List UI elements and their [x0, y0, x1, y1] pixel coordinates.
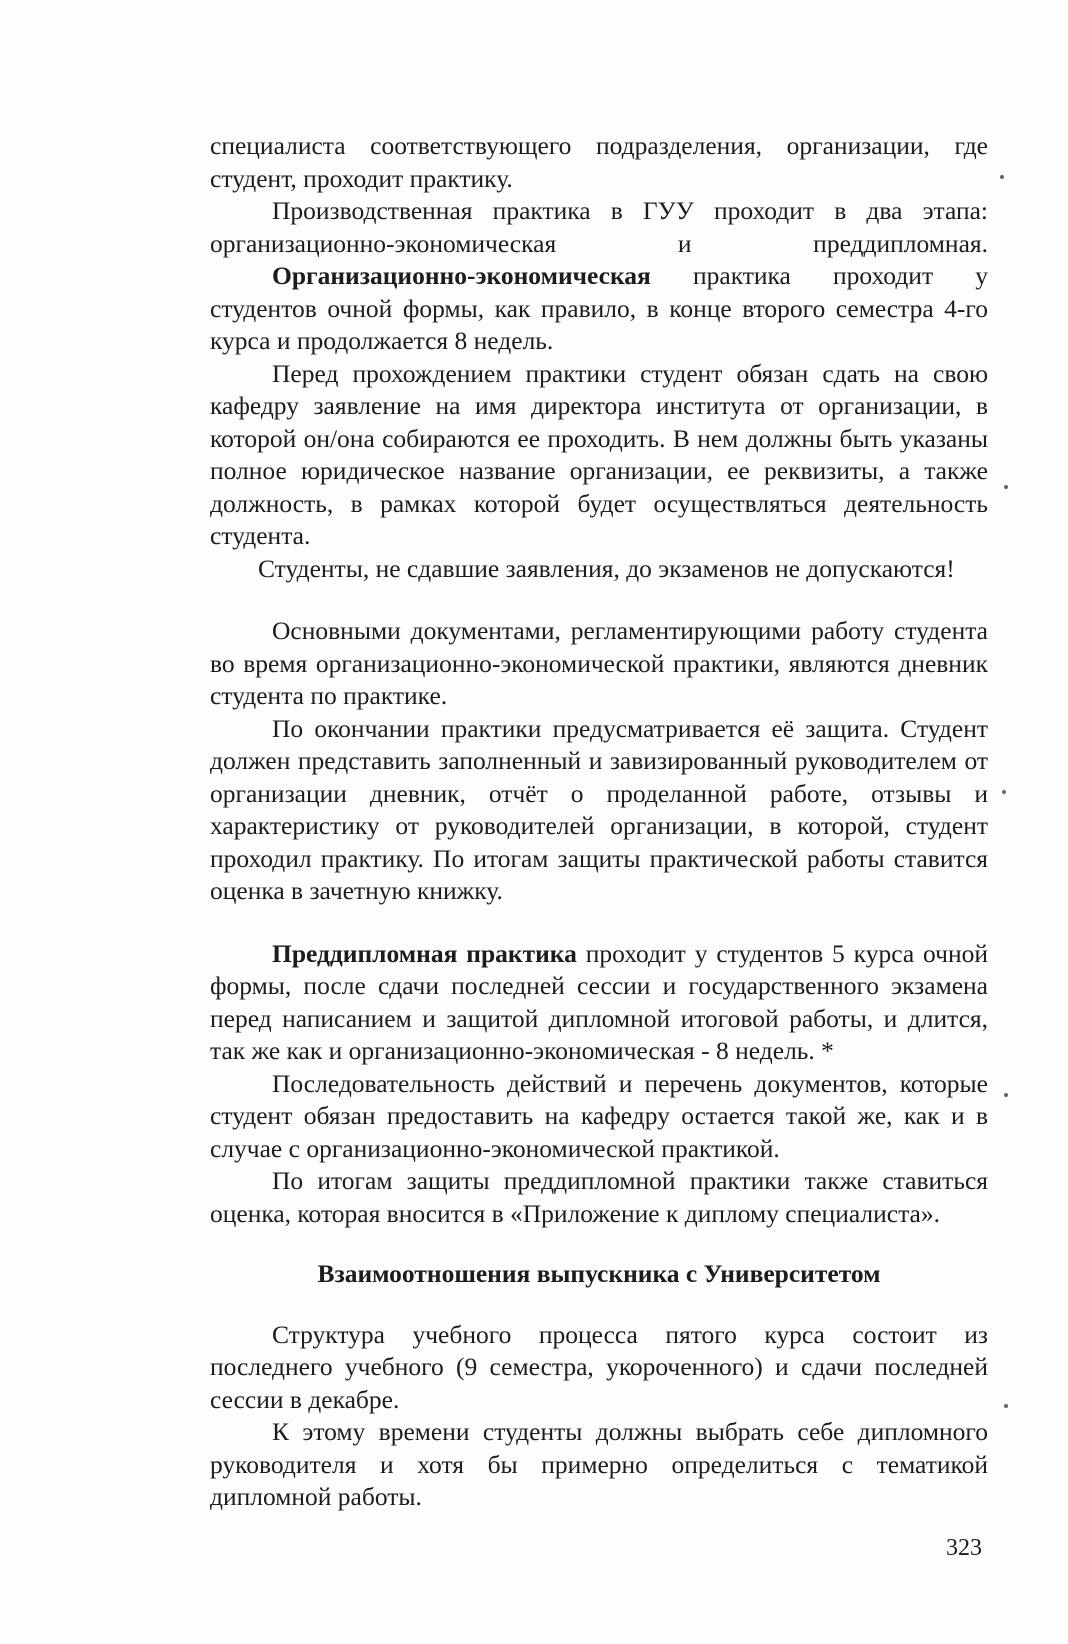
term-prediploma: Преддипломная практика: [272, 938, 577, 968]
paragraph-practice-stages-line1: Производственная практика в ГУУ проходит в два этапа:: [272, 196, 988, 225]
scan-speck: [1000, 175, 1004, 179]
paragraph-grade: По итогам защиты преддипломной практики также ставиться оценка, которая вносится в «Приложение к диплому специалиста».: [210, 1166, 988, 1228]
paragraph-sequence: Последовательность действий и перечень документов, которые студент обязан предоставить на кафедру остается такой же, как и в случае с организационно-экономической практикой.: [210, 1068, 988, 1163]
paragraph-main-documents: Основными документами, регламентирующими работу студента во время организационно-экономической практики, являются дневник студента по практике.: [210, 616, 988, 710]
paragraph-application: Перед прохождением практики студент обязан сдать на свою кафедру заявление на имя директора института от организации, в которой он/она собираются ее проходить. В нем должны быть указаны полное юридическое название организации, ее реквизиты, а также должность, в рамках которой будет осуществляться деятельность студента.: [210, 358, 988, 550]
paragraph-prediploma: [210, 938, 988, 1068]
scan-speck: [1004, 1093, 1008, 1097]
section-heading: Взаимоотношения выпускника с Университетом: [317, 1259, 881, 1288]
spacer: [210, 1291, 988, 1319]
scan-speck: [1004, 485, 1008, 489]
spacer: [210, 1230, 988, 1258]
spacer: [210, 585, 988, 615]
paragraph-defense: По окончании практики предусматривается её защита. Студент должен представить заполненный и завизированный руководителем от организации дневник, отчёт о проделанной работе, отзывы и характеристику от руководителей организации, в которой, студент проходил практику. По итогам защиты практической работы ставится оценка в зачетную книжку.: [210, 713, 988, 905]
paragraph-supervisor: К этому времени студенты должны выбрать себе дипломного руководителя и хотя бы примерно определиться с тематикой дипломной работы.: [210, 1417, 988, 1511]
term-org-econ: Организационно-экономическая: [272, 261, 651, 290]
scan-speck: [1002, 790, 1006, 794]
spacer: [210, 908, 988, 938]
paragraph-practice-specialist: специалиста соответствующего подразделения, организации, где студент, проходит практику.: [210, 131, 988, 193]
paragraph-warning: Студенты, не сдавшие заявления, до экзаменов не допускаются!: [258, 553, 955, 583]
paragraph-org-econ-practice: [210, 260, 988, 358]
paragraph-structure: Структура учебного процесса пятого курса состоит из последнего учебного (9 семестра, укороченного) и сдачи последней сессии в декабре.: [210, 1319, 988, 1414]
paragraph-practice-stages-line2: организационно-экономическая и преддипломная.: [210, 228, 988, 258]
paragraph-prediploma-text: проходит у студентов 5 курса очной формы, после сдачи последней сессии и государственного экзамена перед написанием и защитой дипломной итоговой работы, и длится, так же как и организационно-экономическая - 8 недель. *: [210, 938, 988, 1065]
text-column: [210, 130, 988, 1514]
paragraph-org-econ-text: практика проходит у студентов очной формы, как правило, в конце второго семестра 4-го курса и продолжается 8 недель.: [210, 261, 988, 355]
page-number: 323: [946, 1535, 982, 1561]
scan-speck: [1004, 1404, 1008, 1408]
